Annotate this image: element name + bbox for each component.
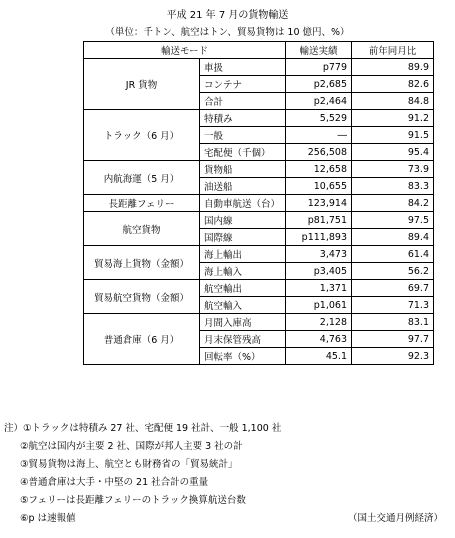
yoy-cell: 91.2 <box>352 110 434 127</box>
item-cell: 貨物船 <box>200 161 286 178</box>
header-yoy: 前年同月比 <box>352 42 434 59</box>
group-name: 貿易航空貨物（金額） <box>84 280 200 314</box>
item-cell: 航空輸入 <box>200 297 286 314</box>
item-cell: 海上輸入 <box>200 263 286 280</box>
group-name: JR 貨物 <box>84 59 200 110</box>
table-row <box>84 212 434 229</box>
item-cell: 月間入庫高 <box>200 314 286 331</box>
table-body <box>84 59 434 365</box>
yoy-cell: 82.6 <box>352 76 434 93</box>
actual-cell: ― <box>286 127 352 144</box>
group-name: 内航海運（5 月） <box>84 161 200 195</box>
actual-cell: p2,464 <box>286 93 352 110</box>
notes <box>4 420 449 528</box>
note-2: ②航空は国内が主要 2 社、国際が邦人主要 3 社の計 <box>20 441 243 452</box>
source: （国土交通月例経済） <box>347 513 443 524</box>
yoy-cell: 73.9 <box>352 161 434 178</box>
yoy-cell: 91.5 <box>352 127 434 144</box>
group-name: 普通倉庫（6 月） <box>84 314 200 365</box>
yoy-cell: 61.4 <box>352 246 434 263</box>
actual-cell: 123,914 <box>286 195 352 212</box>
yoy-cell: 92.3 <box>352 348 434 365</box>
table-row <box>84 314 434 331</box>
header-actual: 輸送実績 <box>286 42 352 59</box>
actual-cell: 2,128 <box>286 314 352 331</box>
item-cell: 一般 <box>200 127 286 144</box>
table-row <box>84 59 434 76</box>
note-4: ④普通倉庫は大手・中堅の 21 社合計の重量 <box>20 477 209 488</box>
item-cell: 航空輸出 <box>200 280 286 297</box>
actual-cell: 1,371 <box>286 280 352 297</box>
yoy-cell: 89.9 <box>352 59 434 76</box>
note-3: ③貿易貨物は海上、航空とも財務省の「貿易統計」 <box>20 459 238 470</box>
item-cell: 月末保管残高 <box>200 331 286 348</box>
note-1: 注）①トラックは特積み 27 社、宅配便 19 社計、一般 1,100 社 <box>4 423 282 434</box>
note-6 <box>4 510 449 528</box>
header-row <box>84 42 434 59</box>
item-cell: 自動車航送（台） <box>200 195 286 212</box>
item-cell: 国内線 <box>200 212 286 229</box>
header-mode: 輸送モード <box>84 42 286 59</box>
actual-cell: 5,529 <box>286 110 352 127</box>
item-cell: 回転率（%） <box>200 348 286 365</box>
yoy-cell: 56.2 <box>352 263 434 280</box>
yoy-cell: 84.2 <box>352 195 434 212</box>
item-cell: 合計 <box>200 93 286 110</box>
table-row <box>84 110 434 127</box>
actual-cell: p3,405 <box>286 263 352 280</box>
group-name: 航空貨物 <box>84 212 200 246</box>
actual-cell: p779 <box>286 59 352 76</box>
yoy-cell: 71.3 <box>352 297 434 314</box>
table-row <box>84 246 434 263</box>
page-title: 平成 21 年 7 月の貨物輸送 <box>166 10 289 21</box>
yoy-cell: 95.4 <box>352 144 434 161</box>
item-cell: コンテナ <box>200 76 286 93</box>
actual-cell: 4,763 <box>286 331 352 348</box>
unit-note: （単位：千トン、航空はトン、貿易貨物は 10 億円、%） <box>105 27 350 38</box>
note-5: ⑤フェリーは長距離フェリーのトラック換算航送台数 <box>20 495 246 506</box>
note-6-text: ⑥p は速報値 <box>20 513 76 524</box>
yoy-cell: 84.8 <box>352 93 434 110</box>
actual-cell: 12,658 <box>286 161 352 178</box>
table-row <box>84 161 434 178</box>
item-cell: 海上輸出 <box>200 246 286 263</box>
actual-cell: 3,473 <box>286 246 352 263</box>
yoy-cell: 89.4 <box>352 229 434 246</box>
group-name: トラック（6 月） <box>84 110 200 161</box>
actual-cell: 10,655 <box>286 178 352 195</box>
group-name: 貿易海上貨物（金額） <box>84 246 200 280</box>
item-cell: 国際線 <box>200 229 286 246</box>
item-cell: 宅配便（千個） <box>200 144 286 161</box>
actual-cell: 45.1 <box>286 348 352 365</box>
freight-table <box>83 41 434 365</box>
item-cell: 車扱 <box>200 59 286 76</box>
actual-cell: p1,061 <box>286 297 352 314</box>
yoy-cell: 83.3 <box>352 178 434 195</box>
item-cell: 油送船 <box>200 178 286 195</box>
yoy-cell: 69.7 <box>352 280 434 297</box>
group-name: 長距離フェリー <box>84 195 200 212</box>
yoy-cell: 97.7 <box>352 331 434 348</box>
table-row <box>84 195 434 212</box>
yoy-cell: 97.5 <box>352 212 434 229</box>
actual-cell: p111,893 <box>286 229 352 246</box>
table-row <box>84 280 434 297</box>
yoy-cell: 83.1 <box>352 314 434 331</box>
item-cell: 特積み <box>200 110 286 127</box>
actual-cell: 256,508 <box>286 144 352 161</box>
actual-cell: p2,685 <box>286 76 352 93</box>
actual-cell: p81,751 <box>286 212 352 229</box>
